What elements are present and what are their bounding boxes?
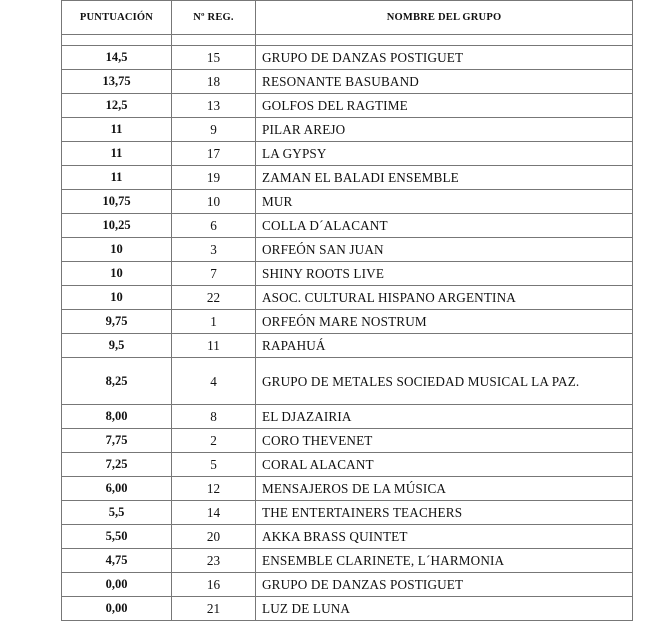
header-spacer-row [62,35,633,46]
table-row [62,118,633,142]
registration-column-header: Nº REG. [172,1,256,35]
registration-number-cell: 23 [172,549,256,573]
registration-number-cell: 4 [172,358,256,405]
registration-number-cell: 6 [172,214,256,238]
group-name-cell: CORO THEVENET [256,429,633,453]
registration-number-cell: 14 [172,501,256,525]
group-name-cell: CORAL ALACANT [256,453,633,477]
score-cell: 6,00 [62,477,172,501]
score-column-header: PUNTUACIÓN [62,1,172,35]
registration-number-cell: 15 [172,46,256,70]
group-name-column-header: NOMBRE DEL GRUPO [256,1,633,35]
registration-number-cell: 7 [172,262,256,286]
score-cell: 10,25 [62,214,172,238]
score-cell: 11 [62,166,172,190]
score-cell: 10 [62,238,172,262]
group-name-cell: GRUPO DE METALES SOCIEDAD MUSICAL LA PAZ. [256,358,633,405]
score-cell: 9,5 [62,334,172,358]
registration-number-cell: 20 [172,525,256,549]
score-cell: 0,00 [62,573,172,597]
registration-number-cell: 19 [172,166,256,190]
registration-number-cell: 10 [172,190,256,214]
group-name-cell: ORFEÓN SAN JUAN [256,238,633,262]
registration-number-cell: 22 [172,286,256,310]
results-sheet [61,0,632,621]
table-row [62,214,633,238]
results-body [62,46,633,621]
group-name-cell: EL DJAZAIRIA [256,405,633,429]
group-name-cell: SHINY ROOTS LIVE [256,262,633,286]
table-row [62,549,633,573]
registration-number-cell: 1 [172,310,256,334]
table-row [62,477,633,501]
group-name-cell: ZAMAN EL BALADI ENSEMBLE [256,166,633,190]
table-row [62,70,633,94]
registration-number-cell: 16 [172,573,256,597]
group-name-cell: GRUPO DE DANZAS POSTIGUET [256,573,633,597]
score-cell: 5,50 [62,525,172,549]
registration-number-cell: 18 [172,70,256,94]
score-cell: 9,75 [62,310,172,334]
group-name-cell: MENSAJEROS DE LA MÚSICA [256,477,633,501]
table-row [62,525,633,549]
score-cell: 0,00 [62,597,172,621]
table-row [62,405,633,429]
table-row [62,142,633,166]
group-name-cell: ORFEÓN MARE NOSTRUM [256,310,633,334]
group-name-cell: PILAR AREJO [256,118,633,142]
registration-number-cell: 8 [172,405,256,429]
table-row [62,166,633,190]
table-row [62,597,633,621]
spacer-cell [62,35,172,46]
score-cell: 13,75 [62,70,172,94]
registration-number-cell: 9 [172,118,256,142]
spacer-cell [172,35,256,46]
registration-number-cell: 2 [172,429,256,453]
score-cell: 10 [62,262,172,286]
spacer-cell [256,35,633,46]
registration-number-cell: 17 [172,142,256,166]
group-name-cell: ENSEMBLE CLARINETE, L´HARMONIA [256,549,633,573]
table-row [62,94,633,118]
score-cell: 7,25 [62,453,172,477]
group-name-cell: LA GYPSY [256,142,633,166]
score-cell: 11 [62,118,172,142]
table-row [62,286,633,310]
score-cell: 11 [62,142,172,166]
table-row [62,262,633,286]
table-row [62,334,633,358]
group-name-cell: MUR [256,190,633,214]
group-name-cell: RESONANTE BASUBAND [256,70,633,94]
registration-number-cell: 3 [172,238,256,262]
table-row [62,573,633,597]
table-row [62,238,633,262]
score-cell: 10,75 [62,190,172,214]
score-cell: 4,75 [62,549,172,573]
score-cell: 7,75 [62,429,172,453]
registration-number-cell: 11 [172,334,256,358]
table-row [62,310,633,334]
table-row [62,501,633,525]
registration-number-cell: 21 [172,597,256,621]
group-name-cell: THE ENTERTAINERS TEACHERS [256,501,633,525]
group-name-cell: ASOC. CULTURAL HISPANO ARGENTINA [256,286,633,310]
group-name-cell: GRUPO DE DANZAS POSTIGUET [256,46,633,70]
table-row [62,429,633,453]
score-cell: 10 [62,286,172,310]
table-row [62,190,633,214]
score-cell: 8,00 [62,405,172,429]
group-name-cell: GOLFOS DEL RAGTIME [256,94,633,118]
score-cell: 14,5 [62,46,172,70]
header-row [62,1,633,35]
score-cell: 5,5 [62,501,172,525]
score-cell: 12,5 [62,94,172,118]
registration-number-cell: 12 [172,477,256,501]
results-table [61,0,633,621]
registration-number-cell: 5 [172,453,256,477]
table-row [62,46,633,70]
group-name-cell: LUZ DE LUNA [256,597,633,621]
group-name-cell: COLLA D´ALACANT [256,214,633,238]
registration-number-cell: 13 [172,94,256,118]
table-row [62,453,633,477]
table-row [62,358,633,405]
group-name-cell: RAPAHUÁ [256,334,633,358]
score-cell: 8,25 [62,358,172,405]
group-name-cell: AKKA BRASS QUINTET [256,525,633,549]
